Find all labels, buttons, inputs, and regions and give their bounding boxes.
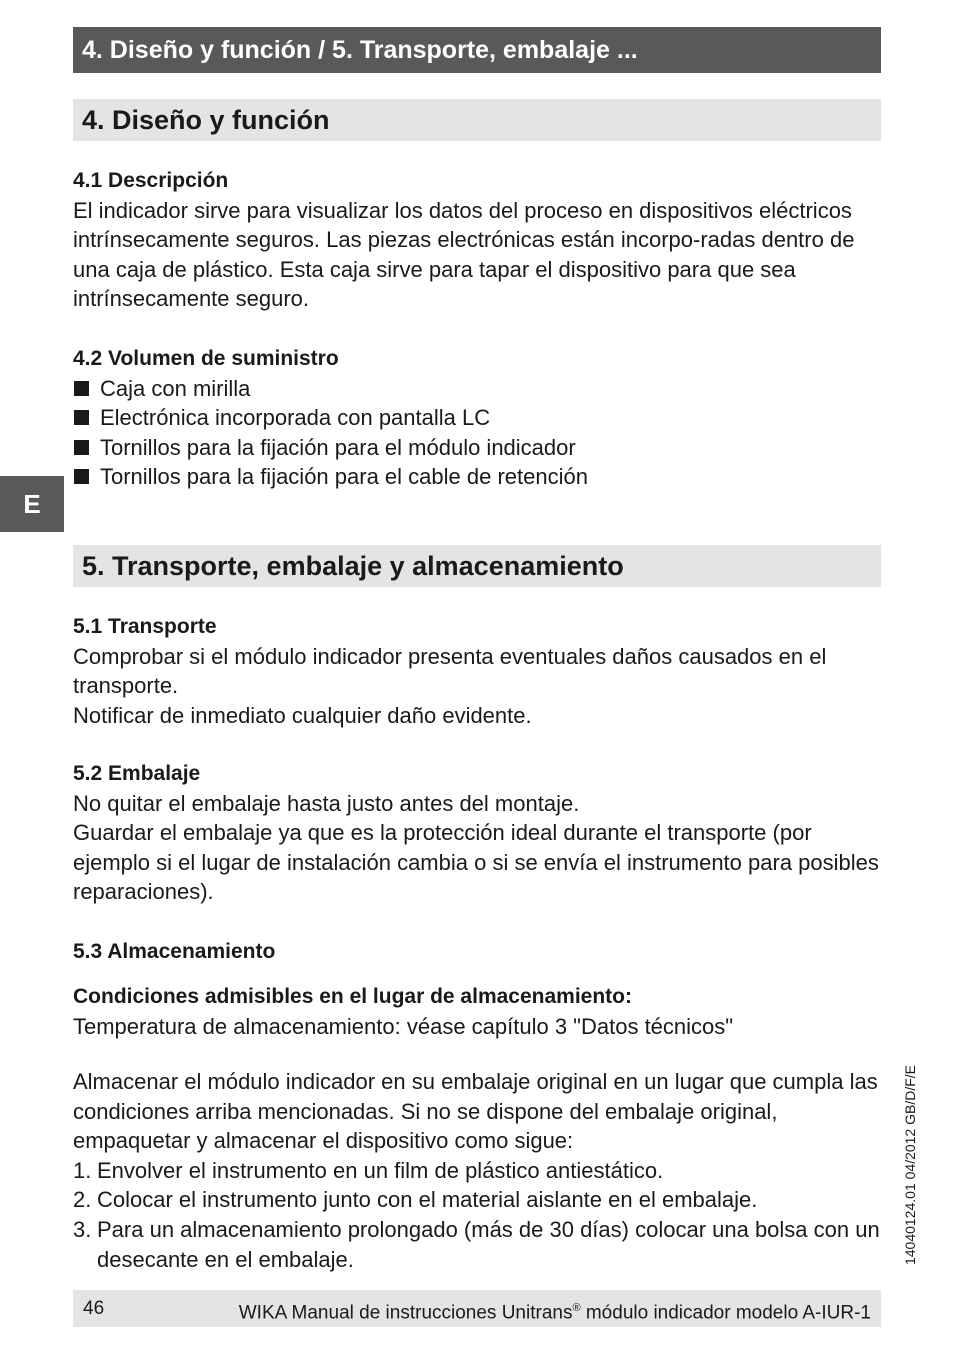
page-header xyxy=(73,27,881,73)
storage-conditions-heading: Condiciones admisibles en el lugar de almacenamiento: xyxy=(73,985,632,1008)
subsection-5-1-para1: Comprobar si el módulo indicador presenta eventuales daños causados en el transporte. xyxy=(73,643,827,699)
subsection-4-1-heading: 4.1 Descripción xyxy=(73,169,229,192)
section-4-title: 4. Diseño y función xyxy=(82,105,330,135)
list-item: Tornillos para la fijación para el cable de retención xyxy=(73,462,881,492)
subsection-5-2-heading: 5.2 Embalaje xyxy=(73,762,201,785)
page-number: 46 xyxy=(83,1298,105,1319)
subsection-5-1-para2: Notificar de inmediato cualquier daño evidente. xyxy=(73,702,532,728)
list-item xyxy=(73,1185,881,1215)
section-5-1 xyxy=(73,612,881,730)
square-bullet-icon xyxy=(74,469,89,484)
list-item xyxy=(73,1156,881,1186)
page-footer xyxy=(73,1290,881,1327)
section-4-2 xyxy=(73,344,881,492)
section-4-1 xyxy=(73,166,881,314)
subsection-5-2-para2: Guardar el embalaje ya que es la protección ideal durante el transporte (por ejemplo si el lugar de instalación cambia o si se envía el instrumento para posibles reparaciones). xyxy=(73,820,879,905)
list-item: Tornillos para la fijación para el módulo indicador xyxy=(73,433,881,463)
footer-text: WIKA Manual de instrucciones Unitrans® módulo indicador modelo A-IUR-1 xyxy=(238,1302,871,1324)
subsection-4-1-body: El indicador sirve para visualizar los datos del proceso en dispositivos eléctricos intrínsecamente seguros. Las piezas electrónicas están incorpo-radas dentro de una caja de plástico. Esta caja sirve para tapar el dispositivo para que sea intrínsecamente seguro. xyxy=(73,197,855,312)
step-text: Para un almacenamiento prolongado (más de 30 días) colocar una bolsa con un desecante en el embalaje. xyxy=(97,1216,880,1272)
document-code-text: 14040124.01 04/2012 GB/D/F/E xyxy=(902,1064,919,1266)
square-bullet-icon xyxy=(74,381,89,396)
storage-conditions-text: Temperatura de almacenamiento: véase capítulo 3 "Datos técnicos" xyxy=(73,1013,734,1039)
storage-instructions xyxy=(73,1067,881,1274)
language-tab xyxy=(0,476,64,532)
subsection-5-1-heading: 5.1 Transporte xyxy=(73,615,217,638)
subsection-5-3-heading: 5.3 Almacenamiento xyxy=(73,940,276,963)
storage-conditions xyxy=(73,982,881,1041)
section-4-heading xyxy=(73,99,881,141)
storage-instructions-para: Almacenar el módulo indicador en su embalaje original en un lugar que cumpla las condiciones arriba mencionadas. Si no se dispone del embalaje original, empaquetar y almacenar el dispositivo como sigue: xyxy=(73,1069,878,1154)
step-number: 1. xyxy=(73,1157,92,1183)
list-item: Electrónica incorporada con pantalla LC xyxy=(73,403,881,433)
page-header-title: 4. Diseño y función / 5. Transporte, embalaje ... xyxy=(82,36,638,64)
section-5-title: 5. Transporte, embalaje y almacenamiento xyxy=(82,551,624,581)
registered-mark: ® xyxy=(572,1302,581,1314)
section-5-3 xyxy=(73,937,881,967)
subsection-5-2-para1: No quitar el embalaje hasta justo antes del montaje. xyxy=(73,790,580,816)
subsection-4-2-heading: 4.2 Volumen de suministro xyxy=(73,347,339,370)
section-5-heading xyxy=(73,545,881,587)
list-item xyxy=(73,1215,881,1274)
step-text: Envolver el instrumento en un film de plástico antiestático. xyxy=(97,1157,664,1183)
step-number: 2. xyxy=(73,1187,92,1213)
section-5-2 xyxy=(73,759,881,907)
list-item: Caja con mirilla xyxy=(73,374,881,404)
step-number: 3. xyxy=(73,1216,92,1242)
storage-steps-list xyxy=(73,1156,881,1274)
square-bullet-icon xyxy=(74,440,89,455)
document-code xyxy=(897,1040,923,1290)
step-text: Colocar el instrumento junto con el material aislante en el embalaje. xyxy=(97,1187,758,1213)
delivery-scope-list xyxy=(73,374,881,492)
language-tab-label: E xyxy=(23,488,41,519)
square-bullet-icon xyxy=(74,410,89,425)
